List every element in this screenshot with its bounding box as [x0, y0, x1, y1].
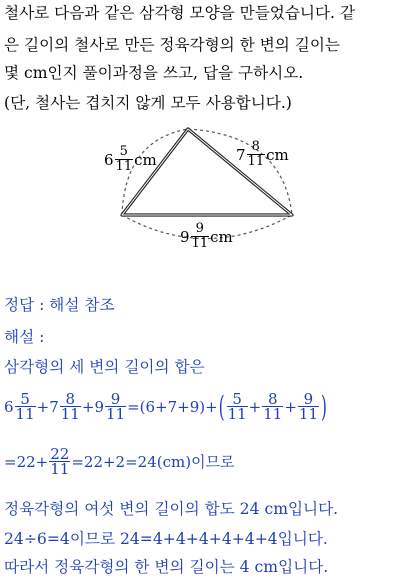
equation-2: =22+ $\frac{22}{11}$ =22+2=24(cm)이므로	[4, 445, 235, 478]
explanation-line-2: 정육각형의 여섯 변의 길이의 합도 24 cm입니다.	[4, 500, 339, 518]
explanation-line-3: 24÷6=4이므로 24=4+4+4+4+4+4입니다.	[4, 530, 328, 548]
equation-1: 6 $\frac{5}{11}$ + 7 $\frac{8}{11}$ + 9 $\frac{9}{11}$ = (6+7+9)+ ( $\frac{5}{11}$ + $\frac{8}{11}$ + $\frac{9}{11}$ )	[4, 389, 327, 424]
right-side-label: 7 $\frac{8}{11}$ cm	[236, 139, 289, 169]
explanation-heading: 해설 :	[4, 328, 45, 346]
problem-line-2: 은 길이의 철사로 만든 정육각형의 한 변의 길이는	[4, 36, 340, 54]
problem-line-1: 철사로 다음과 같은 삼각형 모양을 만들었습니다. 같	[4, 4, 356, 22]
bottom-side-label: 9 $\frac{9}{11}$ cm	[180, 221, 233, 251]
problem-line-3: 몇 cm인지 풀이과정을 쓰고, 답을 구하시오.	[4, 64, 304, 82]
explanation-line-1: 삼각형의 세 변의 길이의 합은	[4, 358, 205, 376]
answer-line: 정답 : 해설 참조	[4, 296, 115, 314]
problem-line-4: (단, 철사는 겹치지 않게 모두 사용합니다.)	[4, 94, 292, 112]
left-side-label: 6 $\frac{5}{11}$ cm	[104, 144, 157, 174]
explanation-line-4: 따라서 정육각형의 한 변의 길이는 4 cm입니다.	[4, 558, 329, 576]
